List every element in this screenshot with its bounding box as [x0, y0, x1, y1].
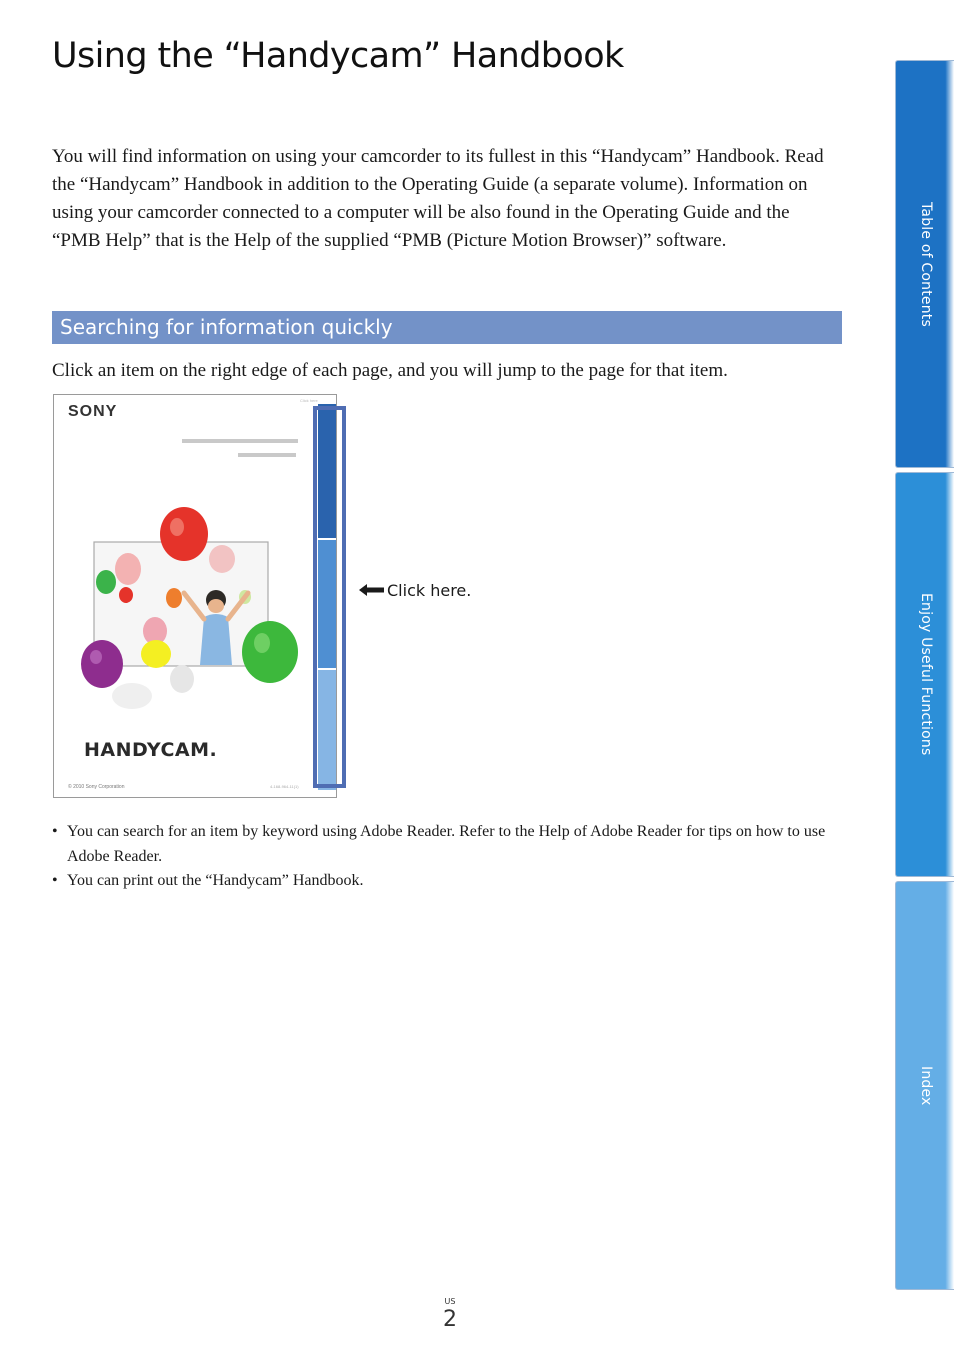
cover-top-text: Click here	[300, 398, 318, 403]
nav-tab-label: Enjoy Useful Functions	[918, 593, 934, 756]
nav-tab-enjoy-useful-functions[interactable]	[895, 472, 954, 877]
handycam-logo: HANDYCAM.	[84, 739, 218, 761]
cover-footer-text: © 2010 Sony Corporation	[68, 784, 125, 790]
bullet-icon: •	[52, 872, 58, 889]
highlight-frame	[313, 406, 346, 788]
cover-title-line	[182, 439, 298, 443]
cover-subtitle-line	[238, 453, 296, 457]
page-number-value: 2	[443, 1307, 457, 1332]
intro-paragraph: You will find information on using your camcorder to its fullest in this “Handycam” Handbook. Read the “Handycam” Handbook in addition to the Operating Guide (a separate volume). Information on using your camcorder connected to a computer will be also found in the Operating Guide and the “PMB Help” that is the Help of the supplied “PMB (Picture Motion Browser)” software.	[52, 146, 824, 251]
instruction-text: Click an item on the right edge of each page, and you will jump to the page for that item.	[52, 360, 728, 381]
click-here-label: Click here.	[387, 580, 472, 600]
notes-list	[52, 820, 842, 894]
page-number	[440, 1297, 460, 1333]
left-arrow-icon	[358, 583, 385, 597]
note-item	[52, 820, 842, 869]
note-item	[52, 869, 842, 894]
section-heading: Searching for information quickly	[60, 315, 393, 339]
section-header-bar	[52, 311, 842, 344]
page-title: Using the “Handycam” Handbook	[52, 36, 624, 76]
region-code: US	[444, 1297, 456, 1306]
handbook-cover-image	[53, 394, 337, 798]
nav-tab-label: Index	[918, 1065, 934, 1106]
nav-tab-index[interactable]	[895, 881, 954, 1290]
nav-tab-table-of-contents[interactable]	[895, 60, 954, 468]
sony-logo: SONY	[68, 403, 118, 420]
note-text: You can print out the “Handycam” Handbook.	[67, 872, 364, 889]
bullet-icon: •	[52, 823, 58, 840]
nav-tab-label: Table of Contents	[918, 201, 934, 327]
note-text: You can search for an item by keyword using Adobe Reader. Refer to the Help of Adobe Reader for tips on how to use Adobe Reader.	[67, 823, 826, 865]
balloons-photo	[54, 503, 316, 723]
click-here-callout	[358, 579, 471, 601]
cover-footer-code: 4-168-964-11(1)	[270, 784, 299, 789]
